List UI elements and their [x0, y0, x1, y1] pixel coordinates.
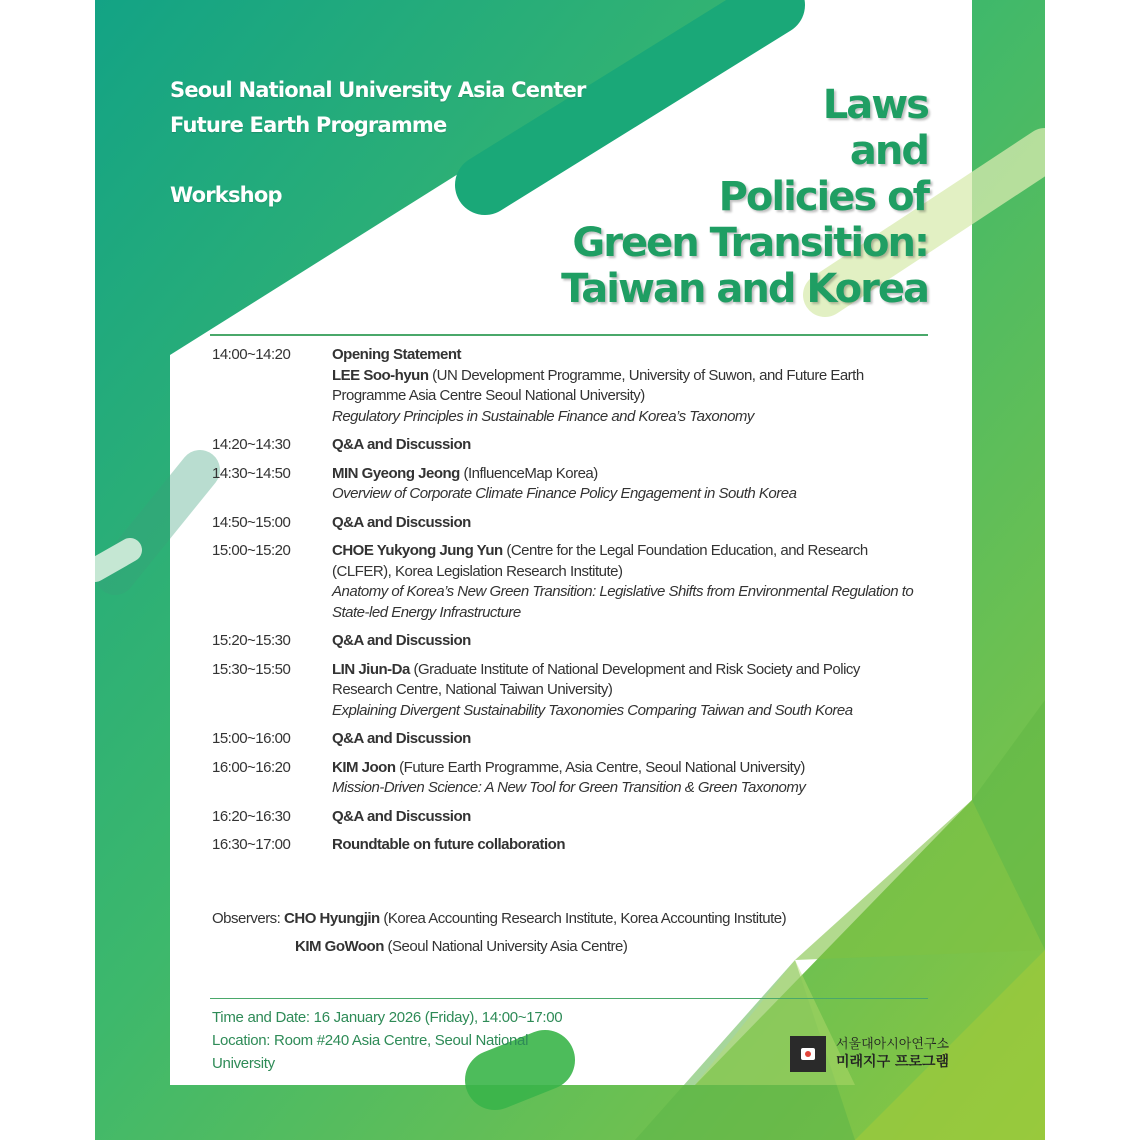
speaker-name: MIN Gyeong Jeong — [332, 464, 460, 482]
session-title: Q&A and Discussion — [332, 436, 471, 453]
session-time: 15:30~15:50 — [212, 660, 291, 678]
program-row — [212, 345, 922, 427]
divider — [210, 998, 928, 999]
divider — [210, 334, 928, 336]
event-info — [212, 1006, 572, 1075]
session-time: 15:00~15:20 — [212, 542, 291, 559]
session-time: 14:50~15:00 — [212, 513, 291, 531]
session-time: 14:30~14:50 — [212, 464, 291, 482]
page-title — [561, 82, 928, 312]
org-name: Seoul National University Asia Center — [170, 78, 586, 102]
logo-icon — [790, 1036, 826, 1072]
title-line: Green Transition: — [572, 220, 928, 266]
logo — [790, 1036, 949, 1072]
programme-name: Future Earth Programme — [170, 113, 447, 137]
talk-title: Explaining Divergent Sustainability Taxonomies Comparing Taiwan and South Korea — [332, 701, 853, 719]
program-row — [212, 660, 922, 722]
speaker-name: KIM Joon — [332, 758, 396, 776]
title-line: Taiwan and Korea — [561, 266, 928, 312]
session-title: Q&A and Discussion — [332, 730, 471, 747]
session-title: Q&A and Discussion — [332, 513, 471, 531]
speaker-affiliation: (Graduate Institute of National Development and Risk Society and Policy Research Centre, National Taiwan University) — [332, 660, 860, 698]
program-row — [212, 435, 922, 456]
title-line: and — [849, 128, 928, 174]
program-row — [212, 513, 922, 534]
poster — [95, 0, 1045, 1140]
observer-name: KIM GoWoon — [295, 938, 384, 955]
session-title: Roundtable on future collaboration — [332, 836, 565, 853]
observer-affiliation: (Seoul National University Asia Centre) — [383, 938, 628, 955]
session-time: 16:30~17:00 — [212, 836, 291, 853]
session-time: 14:20~14:30 — [212, 436, 291, 453]
talk-title: Overview of Corporate Climate Finance Policy Engagement in South Korea — [332, 485, 797, 502]
observers — [212, 905, 786, 961]
logo-line1: 서울대아시아연구소 — [836, 1037, 950, 1052]
speaker-affiliation: (UN Development Programme, University of Suwon, and Future Earth Programme Asia Centre Seoul National University) — [332, 366, 864, 404]
program-row — [212, 835, 922, 856]
speaker-name: LIN Jiun-Da — [332, 660, 410, 678]
title-line: Policies of — [718, 174, 928, 220]
session-time: 16:00~16:20 — [212, 758, 291, 776]
session-time: 16:20~16:30 — [212, 807, 291, 825]
talk-title: Regulatory Principles in Sustainable Finance and Korea’s Taxonomy — [332, 407, 754, 425]
location: Location: Room #240 Asia Centre, Seoul National University — [212, 1032, 529, 1072]
event-type: Workshop — [170, 183, 282, 207]
program-row — [212, 541, 922, 623]
speaker-name: CHOE Yukyong Jung Yun — [332, 542, 503, 559]
session-title: Q&A and Discussion — [332, 632, 471, 649]
speaker-affiliation: (InfluenceMap Korea) — [459, 464, 598, 482]
program-row — [212, 729, 922, 750]
talk-title: Mission-Driven Science: A New Tool for Green Transition & Green Taxonomy — [332, 779, 806, 796]
speaker-name: LEE Soo-hyun — [332, 366, 429, 384]
program-row — [212, 807, 922, 828]
time-and-date: Time and Date: 16 January 2026 (Friday), 14:00~17:00 — [212, 1009, 563, 1026]
talk-title: Anatomy of Korea’s New Green Transition: Legislative Shifts from Environmental Regulation to State-led Energy Infrastructure — [332, 583, 914, 621]
speaker-affiliation: (Future Earth Programme, Asia Centre, Seoul National University) — [395, 758, 805, 776]
session-time: 15:20~15:30 — [212, 632, 291, 649]
session-time: 15:00~16:00 — [212, 730, 291, 747]
speaker-affiliation: (Centre for the Legal Foundation Education, and Research (CLFER), Korea Legislation Research Institute) — [332, 542, 868, 580]
observers-label: Observers: — [212, 910, 285, 927]
observer-affiliation: (Korea Accounting Research Institute, Korea Accounting Institute) — [379, 910, 787, 927]
program-row — [212, 631, 922, 652]
program-row — [212, 464, 922, 505]
logo-line2: 미래지구 프로그램 — [836, 1054, 950, 1070]
session-time: 14:00~14:20 — [212, 346, 291, 363]
session-title: Q&A and Discussion — [332, 807, 471, 825]
title-line: Laws — [822, 82, 928, 128]
session-title: Opening Statement — [332, 346, 462, 363]
program-list — [212, 345, 922, 864]
observer-name: CHO Hyungjin — [284, 910, 380, 927]
program-row — [212, 758, 922, 799]
